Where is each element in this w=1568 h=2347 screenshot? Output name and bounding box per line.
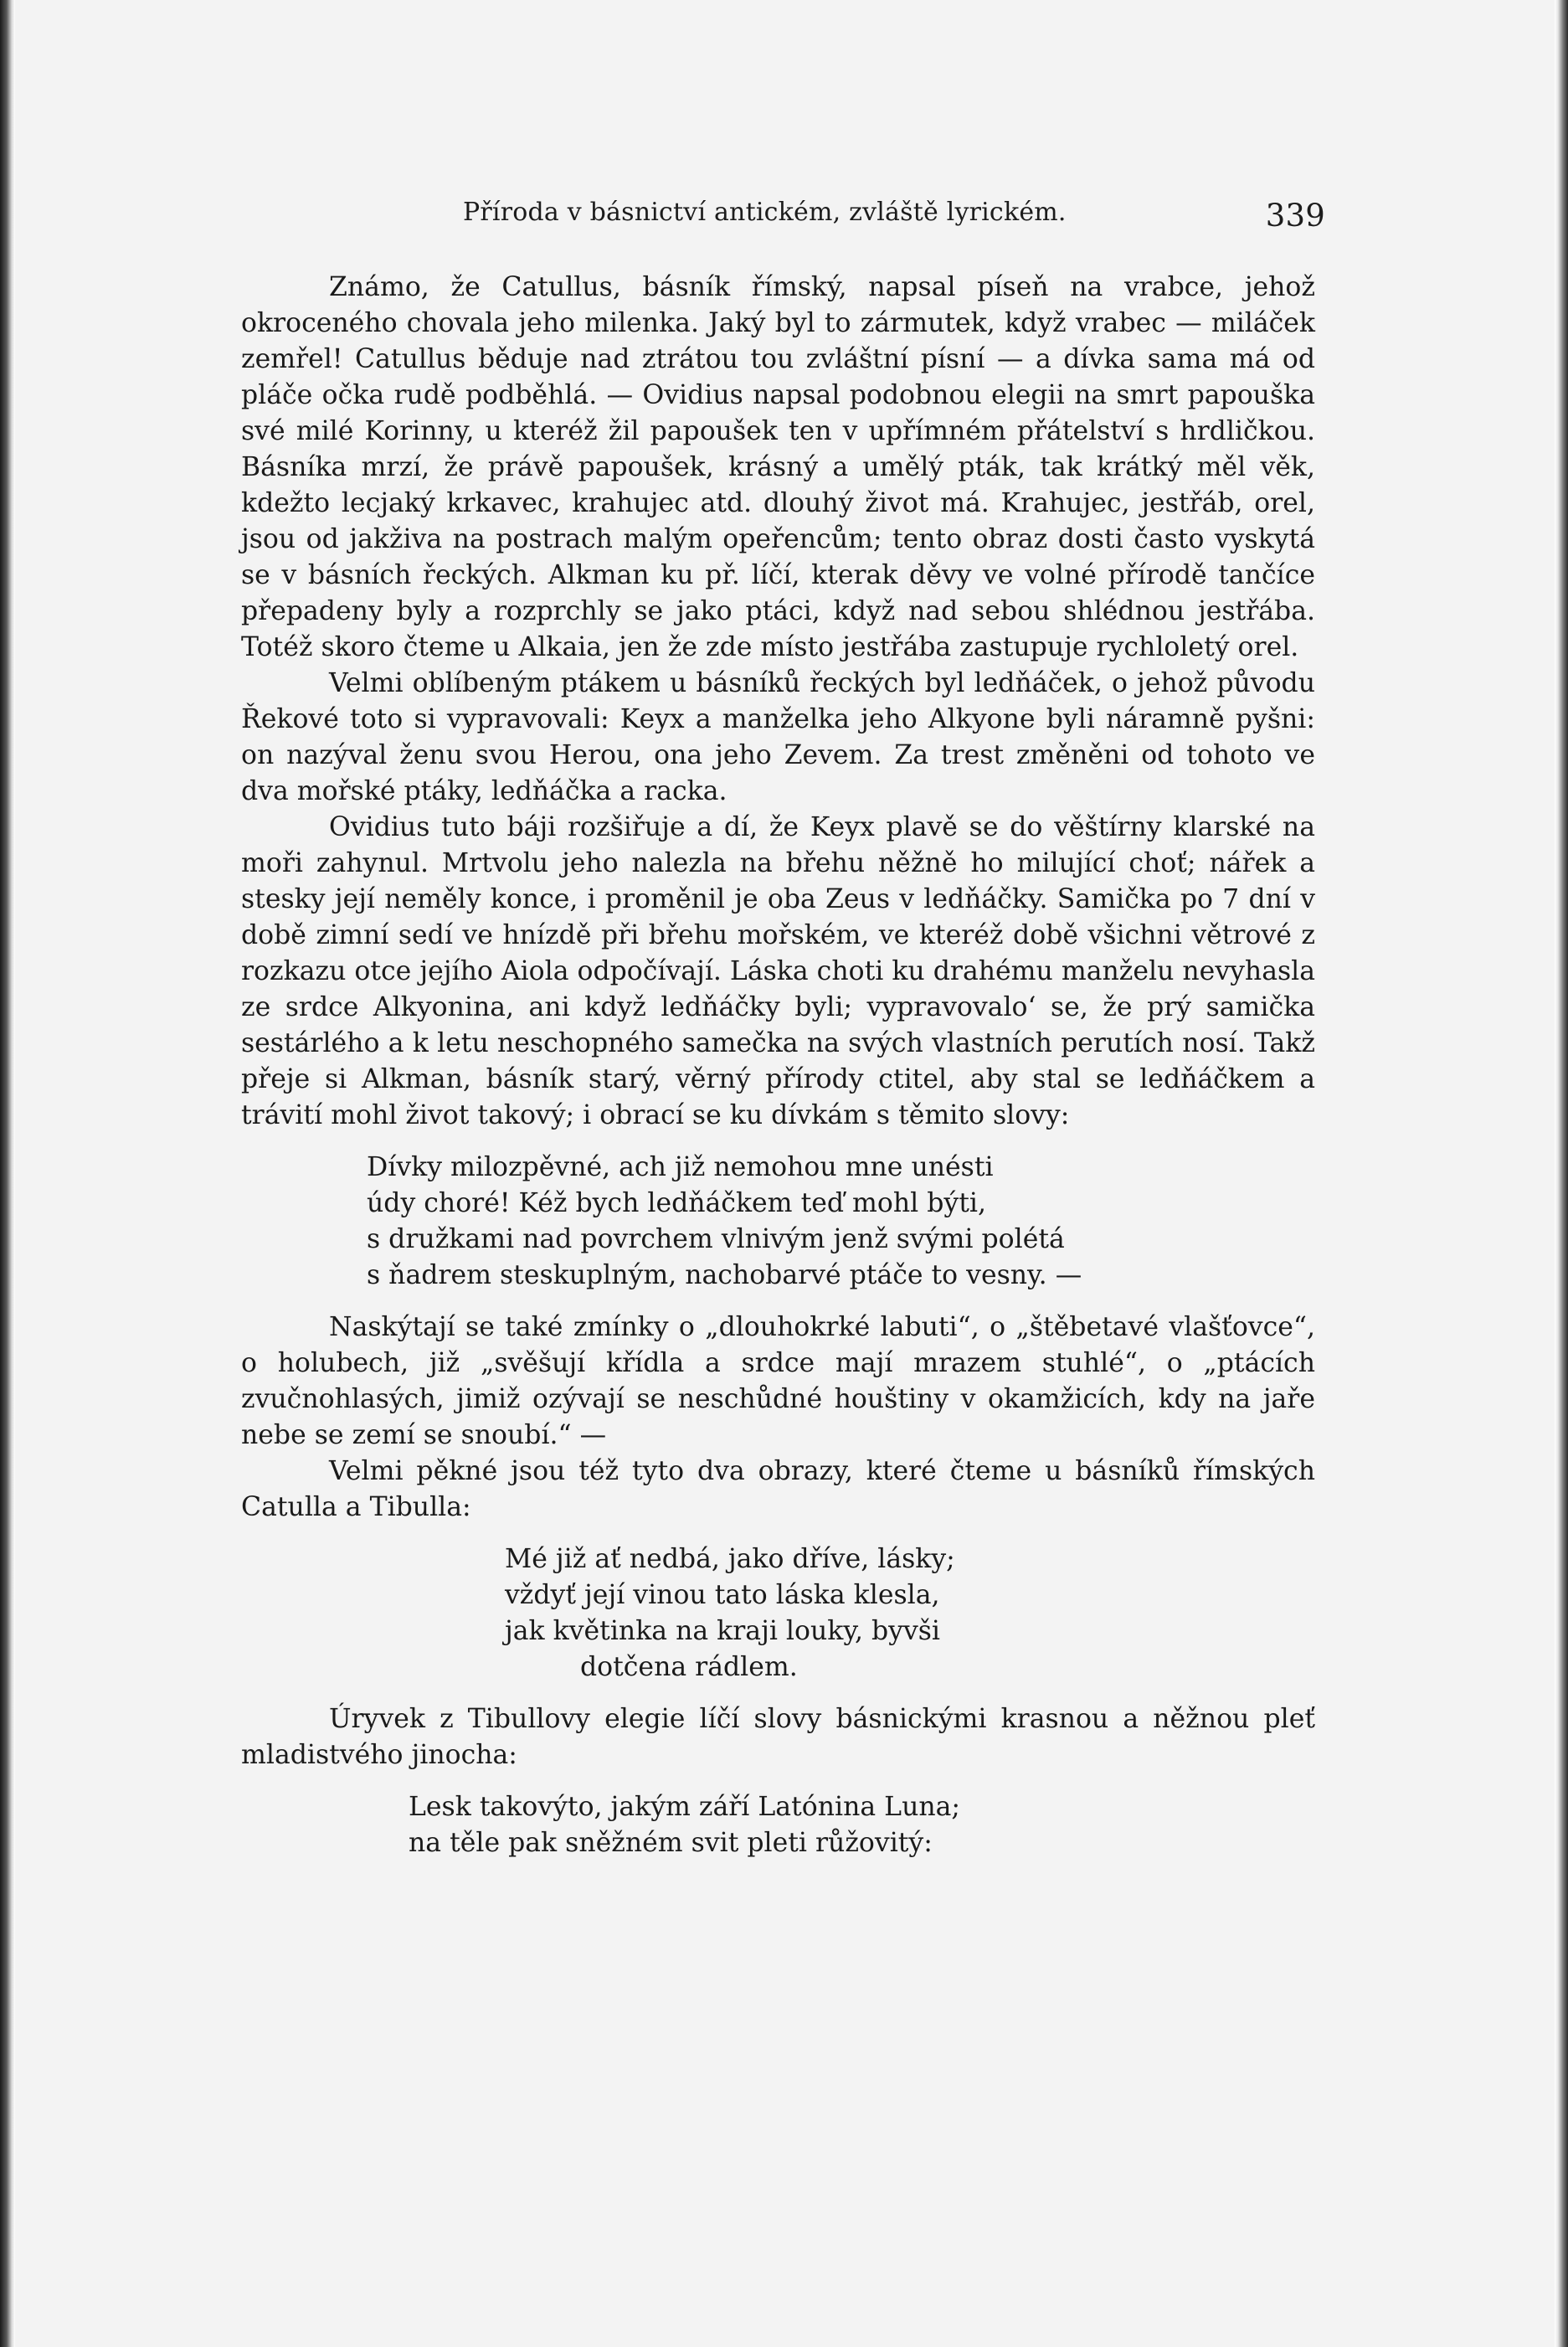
running-header <box>463 198 1325 234</box>
page-number: 339 <box>1265 198 1325 234</box>
verse-line: dotčena rádlem. <box>580 1652 798 1682</box>
verse-line: vždyť její vinou tato láska klesla, <box>505 1580 940 1610</box>
verse-line: Dívky milozpěvné, ach již nemohou mne unésti <box>367 1152 994 1182</box>
verse-line: s družkami nad povrchem vlnivým jenž svými polétá <box>367 1224 1065 1254</box>
verse-line: Lesk takovýto, jakým září Latónina Luna; <box>409 1792 961 1822</box>
paragraph-kingfisher: Velmi oblíbeným ptákem u básníků řeckých byl ledňáček, o jehož původu Řekové toto si vypravovali: Keyx a manželka jeho Alkyone byli náramně pyšni: on nazýval ženu svou Herou, ona jeho Zevem. Za trest změněni od tohoto ve dva mořské ptáky, ledňáčka a racka. <box>241 668 1315 806</box>
verse-line: s ňadrem steskuplným, nachobarvé ptáče to vesny. — <box>367 1260 1082 1290</box>
paragraph-tibullus: Úryvek z Tibullovy elegie líčí slovy básnickými krasnou a něžnou pleť mladistvého jinocha: <box>241 1704 1315 1770</box>
scan-left-edge <box>0 0 15 2347</box>
verse-line: na těle pak sněžném svit pleti růžovitý: <box>409 1828 933 1858</box>
paragraph-ovidius: Ovidius tuto báji rozšiřuje a dí, že Keyx plavě se do věštírny klarské na moři zahynul. Mrtvolu jeho nalezla na břehu něžně ho milující choť; nářek a stesky její neměly konce, i proměnil je oba Zeus v ledňáčky. Samička po 7 dní v době zimní sedí ve hnízdě při břehu mořském, ve kteréž době všichni větrové z rozkazu otce jejího Aiola odpočívají. Láska choti ku drahému manželu nevyhasla ze srdce Alkyonina, ani když ledňáčky byli; vypravovalo‘ se, že prý samička sestárlého a k letu neschopného samečka na svých vlastních perutích nosí. Takž přeje si Alkman, básník starý, věrný přírody ctitel, aby stal se ledňáčkem a trávití mohl život takový; i obrací se ku dívkám s těmito slovy: <box>241 812 1315 1130</box>
verse-catullus <box>505 1542 1315 1686</box>
verse-alkman <box>367 1150 1315 1294</box>
paragraph-two-images: Velmi pěkné jsou též tyto dva obrazy, které čteme u básníků římských Catulla a Tibulla: <box>241 1456 1315 1522</box>
verse-line: jak květinka na kraji louky, byvši <box>505 1616 940 1646</box>
paragraph-birds: Naskýtají se také zmínky o „dlouhokrké labuti“, o „štěbetavé vlašťovce“, o holubech, již „svěšují křídla a srdce mají mrazem stuhlé“, o „ptácích zvučnohlasých, jimiž ozývají se neschůdné houštiny v okamžicích, kdy na jaře nebe se zemí se snoubí.“ — <box>241 1312 1315 1450</box>
body-text <box>241 270 1315 1861</box>
verse-line: údy choré! Kéž bych ledňáčkem teď mohl býti, <box>367 1188 986 1218</box>
scan-right-edge <box>1555 0 1568 2347</box>
paragraph-catullus-sparrow: Známo, že Catullus, básník římský, napsal píseň na vrabce, jehož okroceného chovala jeho milenka. Jaký byl to zármutek, když vrabec — miláček zemřel! Catullus běduje nad ztrátou tou zvláštní písní — a dívka sama má od pláče očka rudě podběhlá. — Ovidius napsal podobnou elegii na smrt papouška své milé Korinny, u kteréž žil papoušek ten v upřímném přátelství s hrdličkou. Básníka mrzí, že právě papoušek, krásný a umělý pták, tak krátký měl věk, kdežto lecjaký krkavec, krahujec atd. dlouhý život má. Krahujec, jestřáb, orel, jsou od jakživa na postrach malým opeřencům; tento obraz dosti často vyskytá se v básních řeckých. Alkman ku př. líčí, kterak děvy ve volné přírodě tančíce přepadeny byly a rozprchly se jako ptáci, když nad sebou shlédnou jestřába. Totéž skoro čteme u Alkaia, jen že zde místo jestřába zastupuje rychloletý orel. <box>241 272 1315 662</box>
verse-tibullus <box>409 1789 1315 1861</box>
running-title: Příroda v básnictví antickém, zvláště lyrickém. <box>463 198 1067 227</box>
book-page <box>15 0 1555 2347</box>
verse-line: Mé již ať nedbá, jako dříve, lásky; <box>505 1544 955 1574</box>
